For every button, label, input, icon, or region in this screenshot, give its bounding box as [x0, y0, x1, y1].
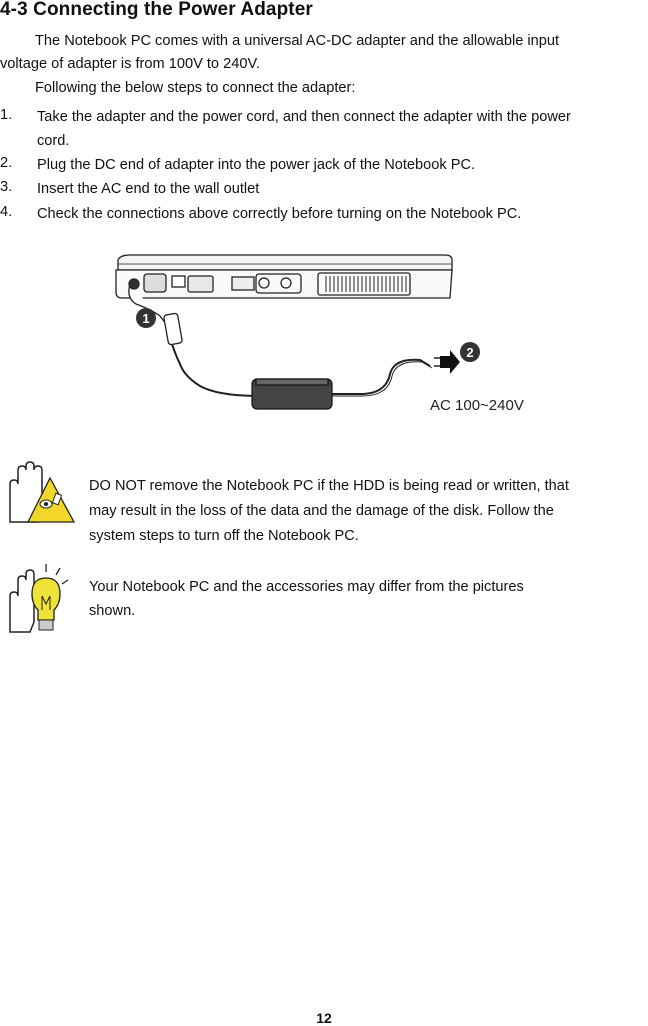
step-2-number: 2.	[0, 155, 13, 171]
page-number: 12	[316, 1010, 332, 1026]
step-3-number: 3.	[0, 179, 13, 195]
adapter-brick	[252, 379, 332, 409]
step-1-number: 1.	[0, 107, 13, 123]
lightbulb-hand-icon	[2, 560, 78, 636]
callout-1-label: 1	[142, 311, 150, 326]
ac-plug	[434, 350, 460, 374]
intro-line-2: voltage of adapter is from 100V to 240V.	[0, 56, 260, 72]
notebook-side-view	[116, 255, 452, 298]
page-title: 4-3 Connecting the Power Adapter	[0, 0, 313, 20]
intro-line-3: Following the below steps to connect the adapter:	[35, 80, 356, 96]
step-2-line-1: Plug the DC end of adapter into the power jack of the Notebook PC.	[37, 157, 476, 173]
ac-voltage-label: AC 100~240V	[430, 397, 524, 414]
warning-line-1: DO NOT remove the Notebook PC if the HDD is being read or written, that	[89, 478, 569, 494]
callout-1-badge	[136, 308, 156, 328]
warning-line-3: system steps to turn off the Notebook PC.	[89, 528, 359, 544]
step-4-number: 4.	[0, 204, 13, 220]
adapter-connection-figure	[100, 246, 560, 426]
step-1-line-2: cord.	[37, 133, 70, 149]
tip-line-1: Your Notebook PC and the accessories may differ from the pictures	[89, 579, 524, 595]
ac-cord	[332, 360, 432, 396]
callout-2-badge	[460, 342, 480, 362]
step-4-line-1: Check the connections above correctly before turning on the Notebook PC.	[37, 206, 522, 222]
warning-line-2: may result in the loss of the data and the damage of the disk. Follow the	[89, 503, 554, 519]
step-1-line-1: Take the adapter and the power cord, and then connect the adapter with the power	[37, 109, 571, 125]
intro-line-1: The Notebook PC comes with a universal AC-DC adapter and the allowable input	[35, 33, 560, 49]
callout-2-label: 2	[466, 345, 474, 360]
tip-line-2: shown.	[89, 603, 136, 619]
warning-hand-icon	[2, 460, 78, 530]
step-3-line-1: Insert the AC end to the wall outlet	[37, 181, 260, 197]
